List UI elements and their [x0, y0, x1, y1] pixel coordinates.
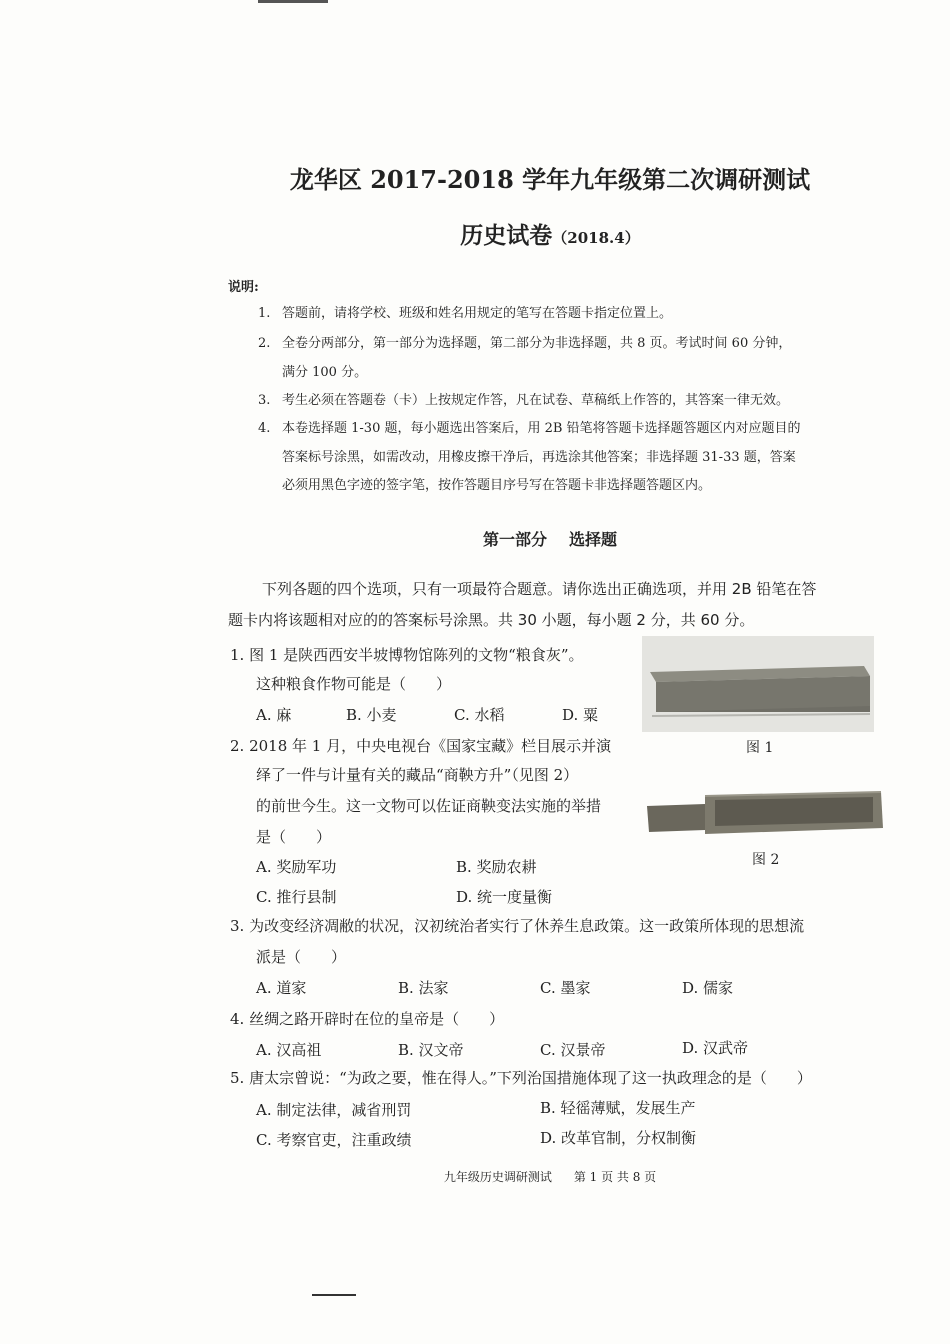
- figure-1-image: [642, 636, 874, 732]
- note-text: 本卷选择题 1-30 题，每小题选出答案后，用 2B 铅笔将答题卡选择题答题区内对应题目的: [282, 421, 801, 436]
- figure-1-caption: 图 1: [746, 740, 774, 756]
- question-3-stem: 派是（ ）: [256, 948, 347, 966]
- footer-exam-name: 九年级历史调研测试: [443, 1170, 552, 1184]
- note-text: 考生必须在答题卷（卡）上按规定作答，凡在试卷、草稿纸上作答的，其答案一律无效。: [282, 393, 790, 408]
- question-3-stem: 3. 为改变经济凋敝的状况，汉初统治者实行了休养生息政策。这一政策所体现的思想流: [230, 917, 805, 935]
- footer-page-number: 第 1 页 共 8 页: [573, 1170, 657, 1184]
- exam-subtitle: [0, 217, 950, 250]
- note-number: 4.: [258, 421, 271, 436]
- question-2-stem: 是（ ）: [256, 828, 332, 846]
- figure-2-image: [645, 788, 885, 840]
- page-footer: [0, 1168, 950, 1185]
- note-number: 2.: [258, 336, 271, 351]
- question-3-option-b: B. 法家: [398, 979, 449, 997]
- question-3-option-a: A. 道家: [256, 979, 307, 997]
- question-4-option-a: A. 汉高祖: [256, 1041, 322, 1059]
- question-2-option-b: B. 奖励农耕: [456, 858, 537, 876]
- note-text: 满分 100 分。: [282, 365, 368, 380]
- exam-title: 龙华区 2017-2018 学年九年级第二次调研测试: [289, 165, 811, 194]
- question-2-stem: 的前世今生。这一文物可以佐证商鞅变法实施的举措: [256, 797, 602, 815]
- section-part: 第一部分: [482, 530, 547, 549]
- question-5-option-b: B. 轻徭薄赋，发展生产: [540, 1099, 696, 1117]
- section-instruction: 题卡内将该题相对应的的答案标号涂黑。共 30 小题，每小题 2 分，共 60 分。: [228, 611, 755, 629]
- question-2-option-d: D. 统一度量衡: [456, 888, 553, 906]
- question-1-option-b: B. 小麦: [346, 706, 397, 724]
- section-instruction: 下列各题的四个选项，只有一项最符合题意。请你选出正确选项，并用 2B 铅笔在答: [262, 580, 817, 598]
- question-5-stem: 5. 唐太宗曾说：“为政之要，惟在得人。”下列治国措施体现了这一执政理念的是（ ）: [230, 1069, 812, 1087]
- question-1-option-d: D. 粟: [562, 706, 599, 724]
- note-item: [258, 332, 791, 351]
- section-name: 选择题: [569, 530, 618, 549]
- question-1-stem: 1. 图 1 是陕西西安半坡博物馆陈列的文物“粮食灰”。: [230, 646, 584, 664]
- question-1-stem: 这种粮食作物可能是（ ）: [256, 675, 452, 693]
- question-2-stem: 绎了一件与计量有关的藏品“商鞅方升”（见图 2）: [256, 766, 579, 784]
- note-number: 1.: [258, 306, 271, 321]
- scan-mark: [312, 1294, 356, 1296]
- note-item: [258, 389, 789, 408]
- notes-label: 说明:: [228, 280, 259, 295]
- question-4-option-c: C. 汉景帝: [540, 1041, 606, 1059]
- question-2-option-a: A. 奖励军功: [256, 858, 337, 876]
- question-3-option-c: C. 墨家: [540, 979, 591, 997]
- subtitle-main: 历史试卷: [460, 222, 553, 249]
- question-2-option-c: C. 推行县制: [256, 888, 337, 906]
- question-5-option-c: C. 考察官吏，注重政绩: [256, 1131, 412, 1149]
- note-text: 必须用黑色字迹的签字笔，按作答题目序号写在答题卡非选择题答题区内。: [282, 478, 712, 493]
- question-4-option-b: B. 汉文帝: [398, 1041, 464, 1059]
- note-text: 全卷分两部分，第一部分为选择题，第二部分为非选择题，共 8 页。考试时间 60 分钟，: [282, 336, 792, 351]
- question-3-option-d: D. 儒家: [682, 979, 734, 997]
- question-5-option-d: D. 改革官制，分权制衡: [540, 1129, 697, 1147]
- question-2-stem: 2. 2018 年 1 月，中央电视台《国家宝藏》栏目展示并演: [230, 737, 612, 755]
- subtitle-date: （2018.4）: [552, 229, 640, 247]
- question-1-option-c: C. 水稻: [454, 706, 505, 724]
- question-4-option-d: D. 汉武帝: [682, 1039, 749, 1057]
- note-item: [258, 302, 672, 321]
- question-4-stem: 4. 丝绸之路开辟时在位的皇帝是（ ）: [230, 1010, 505, 1028]
- figure-2-caption: 图 2: [752, 852, 780, 868]
- note-item: [258, 417, 801, 436]
- note-text: 答题前，请将学校、班级和姓名用规定的笔写在答题卡指定位置上。: [282, 306, 673, 321]
- note-number: 3.: [258, 393, 271, 408]
- scan-mark: [258, 0, 328, 3]
- question-1-option-a: A. 麻: [256, 706, 292, 724]
- question-5-option-a: A. 制定法律，减省刑罚: [256, 1101, 412, 1119]
- section-heading: [0, 527, 950, 550]
- note-text: 答案标号涂黑，如需改动，用橡皮擦干净后，再选涂其他答案；非选择题 31-33 题，答案: [282, 450, 796, 465]
